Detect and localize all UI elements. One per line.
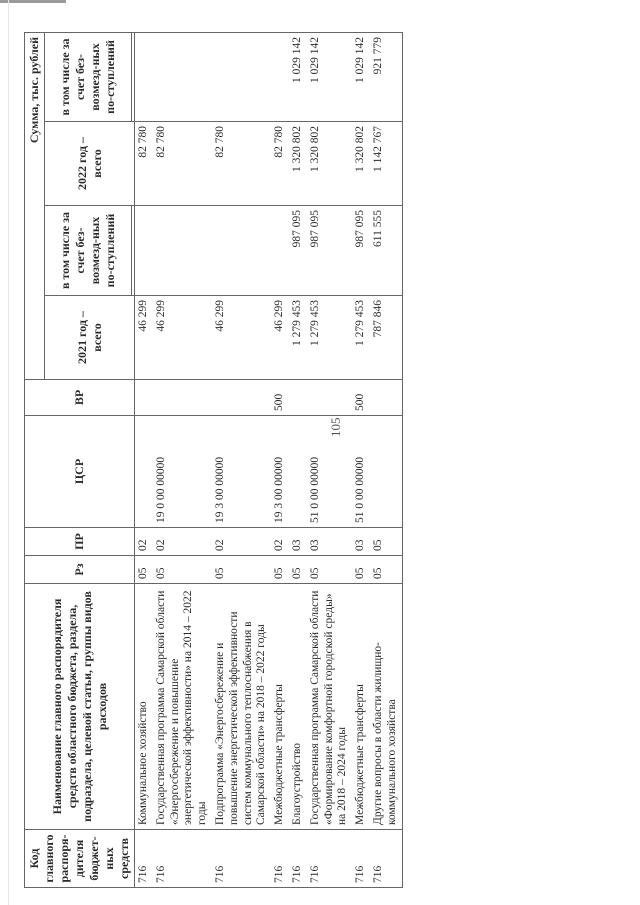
y2021-total-cell: 46 299 [271,296,289,380]
code-cell: 716 [289,830,307,888]
header-name: Наименование главного распорядителя средств областного бюджета, раздела, подраздела, целевой статьи, группы видов расходов [25,584,135,830]
table-row [135,32,153,887]
vr-cell [289,380,307,416]
y2022-total-cell: 82 780 [271,122,289,206]
y2021-total-cell: 1 279 453 [352,296,370,380]
rz-cell: 05 [352,556,370,584]
name-cell: Благоустройство [289,584,307,830]
y2022-incl-cell: 1 029 142 [352,32,370,121]
pr-cell: 02 [153,528,212,556]
rz-cell: 05 [135,556,153,584]
header-pr: ПР [25,528,135,556]
code-cell: 716 [212,830,271,888]
y2021-incl-cell [212,206,271,296]
csr-cell [289,416,307,528]
y2022-incl-cell [212,32,271,121]
table-row [370,32,402,887]
header-2021-total: 2021 год – всего [45,296,135,380]
vr-cell [212,380,271,416]
pr-cell: 03 [352,528,370,556]
y2021-total-cell: 787 846 [370,296,402,380]
table-header [25,32,135,887]
y2021-total-cell: 1 279 453 [289,296,307,380]
y2022-total-cell: 1 320 802 [352,122,370,206]
y2021-total-cell: 46 299 [153,296,212,380]
rz-cell: 05 [271,556,289,584]
y2022-total-cell: 82 780 [135,122,153,206]
header-2022-total: 2022 год – всего [45,122,135,206]
y2022-incl-cell: 1 029 142 [307,32,352,121]
y2021-incl-cell: 987 095 [352,206,370,296]
y2021-incl-cell: 987 095 [307,206,352,296]
table-row [212,32,271,887]
vr-cell: 500 [352,380,370,416]
y2021-incl-cell: 987 095 [289,206,307,296]
y2021-total-cell: 46 299 [135,296,153,380]
code-cell: 716 [153,830,212,888]
table-row [307,32,352,887]
name-cell: Государственная программа Самарской области «Энергосбережение и повышение энергетической эффективности» на 2014 – 2022 годы [153,584,212,830]
header-code: Код главного распоря-дителя бюджет-ных средств [25,830,135,888]
csr-cell: 19 0 00 00000 [153,416,212,528]
y2022-total-cell: 1 142 767 [370,122,402,206]
y2022-incl-cell [153,32,212,121]
pr-cell: 02 [135,528,153,556]
scan-edge-mark [0,0,66,3]
name-cell: Коммунальное хозяйство [135,584,153,830]
csr-cell: 19 3 00 00000 [212,416,271,528]
pr-cell: 02 [212,528,271,556]
pr-cell: 03 [289,528,307,556]
y2022-total-cell: 82 780 [153,122,212,206]
rz-cell: 05 [289,556,307,584]
table-row [352,32,370,887]
table-body [135,32,403,887]
rz-cell: 05 [370,556,402,584]
header-2021-incl: в том числе за счет без-возмезд-ных по-ступлений [45,206,132,296]
y2022-total-cell: 1 320 802 [289,122,307,206]
csr-cell: 51 0 00 00000 [307,416,352,528]
vr-cell [307,380,352,416]
name-cell: Другие вопросы в области жилищно-коммунального хозяйства [370,584,402,830]
code-cell: 716 [370,830,402,888]
y2021-total-cell: 46 299 [212,296,271,380]
code-cell: 716 [271,830,289,888]
rz-cell: 05 [307,556,352,584]
y2022-incl-cell [135,32,153,121]
table-row [289,32,307,887]
page-number: 105 [328,417,343,437]
csr-cell [135,416,153,528]
table-row [271,32,289,887]
code-cell: 716 [135,830,153,888]
pr-cell: 02 [271,528,289,556]
y2022-incl-cell: 921 779 [370,32,402,121]
rz-cell: 05 [153,556,212,584]
y2022-incl-cell [271,32,289,121]
csr-cell: 19 3 00 00000 [271,416,289,528]
y2021-incl-cell: 611 555 [370,206,402,296]
name-cell: Межбюджетные трансферты [271,584,289,830]
header-rz: Рз [25,556,135,584]
y2021-incl-cell [271,206,289,296]
y2021-total-cell: 1 279 453 [307,296,352,380]
vr-cell [135,380,153,416]
vr-cell [370,380,402,416]
code-cell: 716 [352,830,370,888]
code-cell: 716 [307,830,352,888]
pr-cell: 05 [370,528,402,556]
pr-cell: 03 [307,528,352,556]
header-csr: ЦСР [25,416,135,528]
y2022-total-cell: 1 320 802 [307,122,352,206]
scan-edge-line [8,0,9,905]
csr-cell [370,416,402,528]
header-2022-incl: в том числе за счет без-возмезд-ных по-ступлений [45,32,132,121]
name-cell: Подпрограмма «Энергосбережение и повышение энергетической эффективности систем коммунального теплоснабжения в Самарской области» на 2018 – 2022 годы [212,584,271,830]
csr-cell: 51 0 00 00000 [352,416,370,528]
header-sum: Сумма, тыс. рублей [25,32,45,379]
rz-cell: 05 [212,556,271,584]
vr-cell [153,380,212,416]
name-cell: Государственная программа Самарской области «Формирование комфортной городской среды» на 2018 – 2024 годы [307,584,352,830]
budget-table [24,32,403,888]
y2022-total-cell: 82 780 [212,122,271,206]
vr-cell: 500 [271,380,289,416]
y2022-incl-cell: 1 029 142 [289,32,307,121]
header-vr: ВР [25,380,135,416]
rotated-page-content [24,33,614,888]
y2021-incl-cell [153,206,212,296]
name-cell: Межбюджетные трансферты [352,584,370,830]
table-row [153,32,212,887]
y2021-incl-cell [135,206,153,296]
